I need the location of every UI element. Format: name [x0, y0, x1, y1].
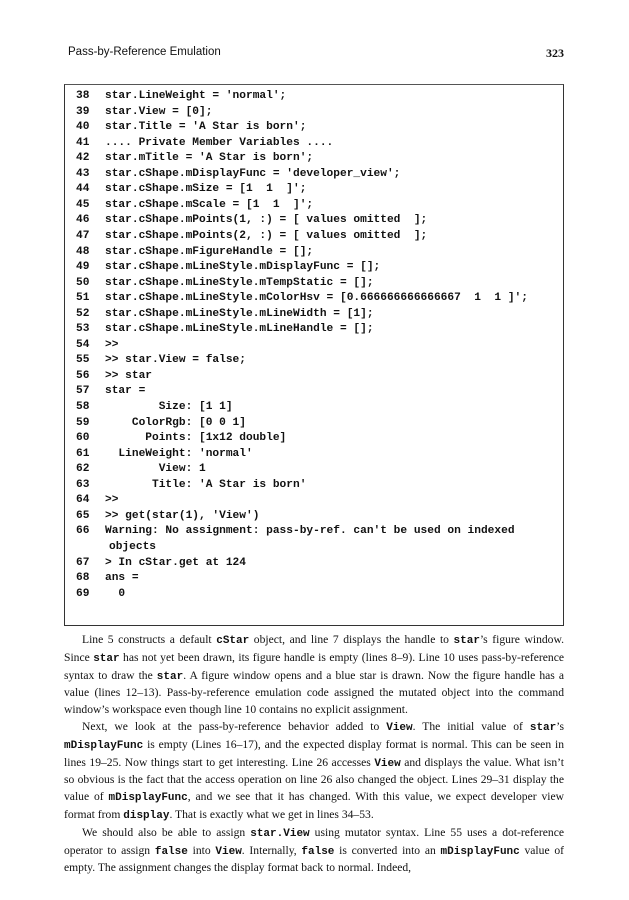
line-code: star.View = [0];	[105, 105, 213, 118]
text-run: ’s figure window. Since	[64, 633, 564, 664]
inline-code: false	[154, 845, 188, 858]
code-line	[76, 229, 556, 245]
line-number: 42	[76, 152, 90, 165]
text-run: Next, we look at the pass-by-reference behavior added to	[82, 719, 387, 733]
code-line	[76, 167, 556, 183]
text-run: Line 5 constructs a default	[82, 633, 217, 646]
line-number: 46	[76, 214, 90, 227]
paragraph	[64, 719, 564, 825]
code-line	[76, 105, 556, 121]
line-code: star.cShape.mFigureHandle = [];	[105, 245, 314, 258]
body-text	[64, 632, 564, 877]
line-number: 62	[76, 463, 90, 476]
line-code: ans =	[105, 572, 139, 585]
code-line	[76, 245, 556, 261]
line-number: 38	[76, 90, 90, 102]
code-line	[76, 400, 556, 416]
inline-code: star.View	[250, 827, 310, 840]
line-code: star =	[105, 385, 146, 398]
line-code: View: 1	[105, 463, 206, 476]
line-code: objects	[109, 540, 156, 553]
text-run: is empty (Lines 16–17), and the expected display format is normal. This can be seen in lines 19–25. Now things start to get interesting. Line 26 accesses	[64, 737, 564, 769]
line-code: >>	[105, 338, 119, 351]
line-number: 63	[76, 478, 90, 491]
line-number: 44	[76, 183, 90, 196]
line-code: star.Title = 'A Star is born';	[105, 121, 307, 134]
line-code: ColorRgb: [0 0 1]	[105, 416, 246, 429]
page-number: 323	[546, 46, 564, 60]
line-number: 66	[76, 525, 90, 538]
code-line	[76, 384, 556, 400]
line-number: 57	[76, 385, 90, 398]
inline-code: mDisplayFunc	[108, 792, 188, 805]
code-line	[76, 571, 556, 587]
text-run: value of empty. The assignment changes the display format back to normal. Indeed,	[64, 843, 564, 875]
inline-code: star	[93, 652, 120, 665]
line-number: 69	[76, 587, 90, 600]
line-number: 39	[76, 105, 90, 118]
line-number: 68	[76, 572, 90, 585]
line-code: star.cShape.mSize = [1 1 ]';	[105, 183, 307, 196]
inline-code: View	[386, 721, 413, 734]
line-number: 40	[76, 121, 90, 134]
inline-code: star	[156, 670, 184, 683]
line-code: star.cShape.mLineStyle.mLineHandle = [];	[105, 323, 374, 336]
line-code: star.cShape.mDisplayFunc = 'developer_view';	[105, 167, 401, 180]
text-run: and displays the value. What isn’t so obvious is the fact that the access operation on line 26 also changed the object. Lines 29–31 display the value of	[64, 755, 564, 804]
inline-code: mDisplayFunc	[64, 739, 144, 752]
code-line	[76, 431, 556, 447]
line-number: 47	[76, 229, 90, 242]
code-line	[76, 307, 556, 323]
line-code: star.cShape.mLineStyle.mTempStatic = [];	[105, 276, 374, 289]
code-line	[76, 260, 556, 276]
text-run: object, and line 7 displays the handle to	[249, 633, 454, 646]
inline-code: View	[215, 845, 242, 858]
line-number: 67	[76, 556, 90, 569]
text-run: ’s	[556, 719, 564, 733]
code-line	[76, 89, 556, 105]
code-line	[76, 151, 556, 167]
line-number: 50	[76, 276, 90, 289]
running-title: Pass-by-Reference Emulation	[68, 46, 221, 58]
text-run: We should also be able to assign	[82, 825, 251, 839]
code-line	[76, 291, 556, 307]
text-run: is converted into an	[334, 843, 441, 857]
code-line	[76, 369, 556, 385]
inline-code: display	[123, 809, 170, 822]
line-number: 43	[76, 167, 90, 180]
line-code: star.cShape.mPoints(2, :) = [ values omitted ];	[105, 229, 428, 242]
line-code: LineWeight: 'normal'	[105, 447, 253, 460]
line-number: 60	[76, 432, 90, 445]
inline-code: false	[301, 845, 335, 858]
line-code: star.LineWeight = 'normal';	[105, 90, 287, 102]
text-run: . A figure window opens and a blue star is drawn. Now the figure handle has a value (lines 12–13). Pass-by-reference emulation code assigned the mutated object into the command window’s workspace even though line 10 contains no explicit assignment.	[64, 668, 564, 717]
line-code: star.cShape.mPoints(1, :) = [ values omitted ];	[105, 214, 428, 227]
line-number: 59	[76, 416, 90, 429]
line-code: star.cShape.mLineStyle.mLineWidth = [1];	[105, 307, 374, 320]
line-number: 58	[76, 401, 90, 413]
line-code: .... Private Member Variables ....	[105, 136, 334, 149]
inline-code: star	[529, 721, 557, 734]
code-line	[76, 509, 556, 525]
inline-code: cStar	[216, 635, 250, 647]
code-line	[76, 416, 556, 432]
line-number: 48	[76, 245, 90, 258]
line-number: 49	[76, 261, 90, 274]
line-code: Points: [1x12 double]	[105, 432, 287, 445]
code-line	[76, 136, 556, 152]
code-line	[76, 182, 556, 198]
code-line	[76, 524, 556, 540]
inline-code: mDisplayFunc	[440, 845, 520, 858]
paragraph	[64, 825, 564, 877]
text-run: into	[187, 843, 216, 857]
line-number: 52	[76, 307, 90, 320]
line-code: star.cShape.mScale = [1 1 ]';	[105, 198, 314, 211]
code-line	[76, 276, 556, 292]
line-code: Warning: No assignment: pass-by-ref. can't be used on indexed	[105, 525, 515, 538]
line-code: star.mTitle = 'A Star is born';	[105, 152, 314, 165]
line-code: star.cShape.mLineStyle.mColorHsv = [0.666666666666667 1 1 ]';	[105, 292, 528, 305]
line-code: > In cStar.get at 124	[105, 556, 246, 569]
line-code: >>	[105, 494, 119, 507]
text-run: using mutator syntax. Line 55 uses a dot-reference operator to assign	[64, 825, 564, 857]
line-number: 41	[76, 136, 90, 149]
line-number: 65	[76, 509, 90, 522]
code-line	[76, 322, 556, 338]
line-code: >> star.View = false;	[105, 354, 246, 367]
line-number: 54	[76, 338, 90, 351]
line-code: star.cShape.mLineStyle.mDisplayFunc = [];	[105, 261, 381, 274]
inline-code: star	[453, 635, 480, 647]
line-code: >> get(star(1), 'View')	[105, 509, 260, 522]
line-code: Size: [1 1]	[105, 401, 233, 413]
line-number: 51	[76, 292, 90, 305]
line-number: 55	[76, 354, 90, 367]
line-number: 64	[76, 494, 90, 507]
code-line	[76, 478, 556, 494]
paragraph	[64, 632, 564, 719]
code-line	[76, 213, 556, 229]
code-line	[76, 556, 556, 572]
code-line	[76, 540, 556, 556]
line-code: >> star	[105, 369, 152, 382]
code-line	[76, 198, 556, 214]
code-line	[76, 353, 556, 369]
text-run: . That is exactly what we get in lines 34–53.	[169, 807, 374, 821]
line-code: Title: 'A Star is born'	[105, 478, 307, 491]
running-header	[68, 46, 564, 64]
code-line	[76, 493, 556, 509]
code-listing	[64, 84, 564, 626]
line-number: 53	[76, 323, 90, 336]
text-run: , and we see that it has changed. With this value, we expect developer view format from	[64, 790, 565, 821]
code-line	[76, 462, 556, 478]
line-code: 0	[105, 587, 126, 600]
line-number: 56	[76, 369, 90, 382]
code-line	[76, 447, 556, 463]
text-run: . The initial value of	[412, 719, 530, 733]
line-number: 45	[76, 198, 90, 211]
inline-code: View	[374, 757, 401, 770]
code-line	[76, 338, 556, 354]
text-run: . Internally,	[241, 843, 302, 857]
text-run: has not yet been drawn, its figure handle is empty (lines 8–9). Line 10 uses pass-by-reference syntax to draw the	[64, 650, 564, 682]
code-line	[76, 587, 556, 603]
line-number: 61	[76, 447, 90, 460]
code-line	[76, 120, 556, 136]
